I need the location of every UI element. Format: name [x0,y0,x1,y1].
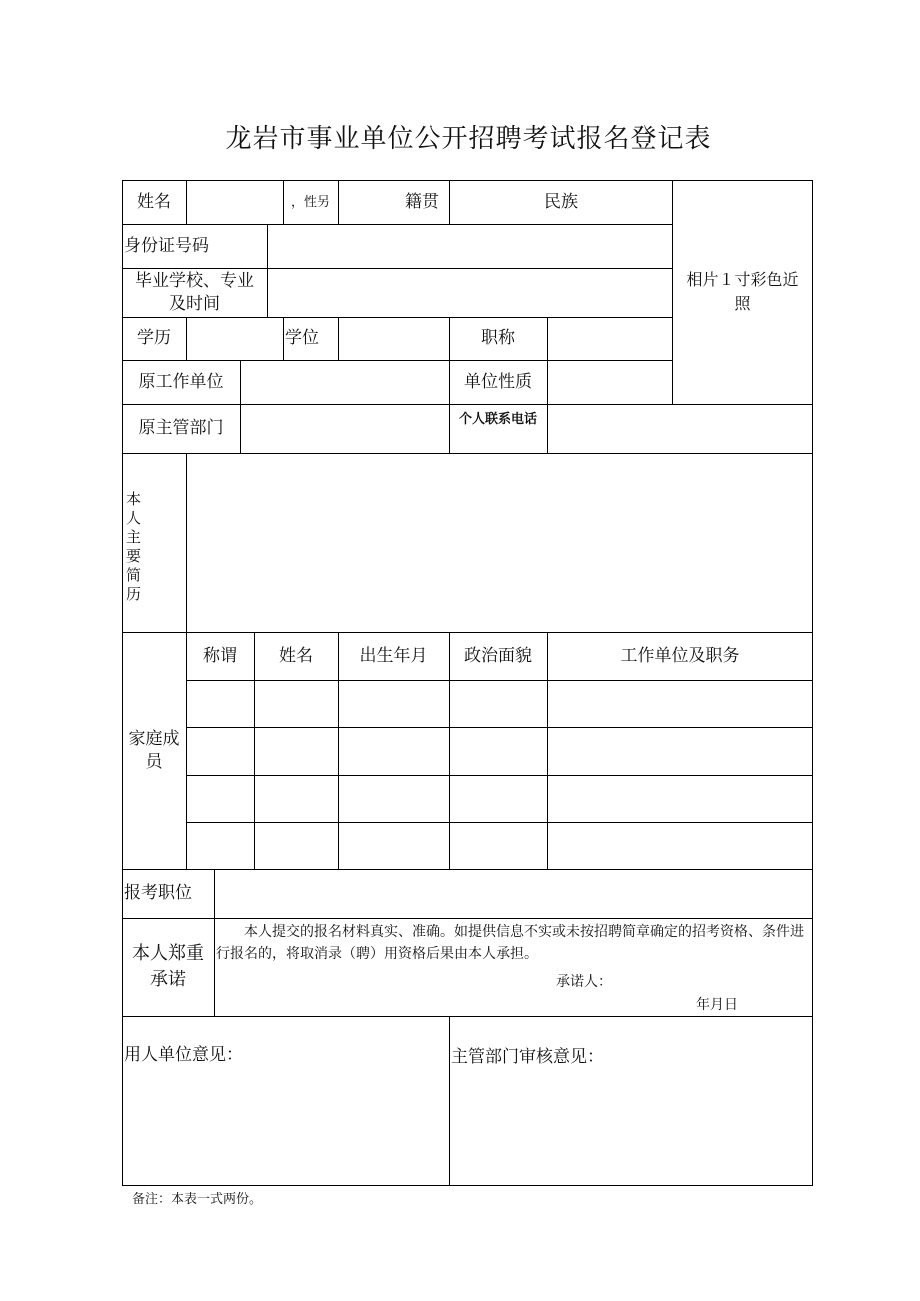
phone-label: 个人联系电话 [458,411,537,427]
former-dept-field[interactable] [241,405,449,453]
former-dept-label: 原主管部门 [138,418,224,438]
position-label: 报考职位 [124,883,192,903]
pledge-label [122,918,214,1016]
school-label-line2: 及时间 [169,293,220,314]
phone-field[interactable] [548,405,813,453]
former-employer-label: 原工作单位 [138,371,224,392]
family-header-political: 政治面貌 [464,645,532,666]
form-title: 龙岩市事业单位公开招聘考试报名登记表 [225,124,712,154]
family-header-employer: 工作单位及职务 [620,645,740,666]
pledge-signer: 承诺人： [556,974,612,990]
name-field[interactable] [187,181,283,224]
school-label-line1: 毕业学校、专业 [135,270,254,291]
dept-opinion-label: 主管部门审核意见： [451,1046,604,1067]
resume-field[interactable] [187,454,813,632]
rule [186,775,813,776]
pledge-label-line2: 承诺 [150,969,186,990]
employer-opinion-label: 用人单位意见： [124,1044,243,1065]
school-field[interactable] [268,269,672,317]
pledge-date: 年月日 [696,997,738,1013]
unit-nature-label: 单位性质 [464,371,532,392]
resume-label: 本人主要简历 [126,490,142,603]
footnote: 备注：本表一式两份。 [132,1192,263,1207]
photo-label-line2: 照 [734,294,751,313]
name-label: 姓名 [137,191,171,212]
title-rank-label: 职称 [481,328,515,348]
pledge-text: 本人提交的报名材料真实、准确。如提供信息不实或未按招聘简章确定的招考资格、条件进行报名的，将取消录（聘）用资格后果由本人承担。 [216,924,804,962]
family-header-relation: 称谓 [203,645,237,666]
title-rank-field[interactable] [548,318,672,360]
rule [186,680,813,681]
position-field[interactable] [215,870,813,918]
rule [186,727,813,728]
photo-label-line1: 相片１寸彩色近 [686,270,799,289]
family-label-line2: 员 [145,751,163,772]
rule [122,918,813,919]
school-label [122,268,267,317]
rule [186,822,813,823]
education-field[interactable] [187,318,283,360]
education-label: 学历 [137,328,171,348]
photo-box [672,180,813,404]
id-number-label: 身份证号码 [124,235,209,256]
unit-nature-field[interactable] [548,361,672,404]
family-header-name: 姓名 [279,645,313,666]
family-header-birth: 出生年月 [359,645,428,666]
pledge-label-line1: 本人郑重 [132,943,204,964]
id-number-field[interactable] [268,225,672,268]
family-label-line1: 家庭成 [128,728,180,749]
former-employer-field[interactable] [241,361,449,404]
family-label [122,632,186,869]
rule [449,1016,450,1186]
native-place-label: 籍贯 [405,192,439,212]
gender-label: ，性另 [290,194,330,210]
degree-label: 学位 [285,328,319,348]
rule [122,1016,813,1017]
ethnicity-label: 民族 [544,192,578,212]
degree-field[interactable] [339,318,449,360]
